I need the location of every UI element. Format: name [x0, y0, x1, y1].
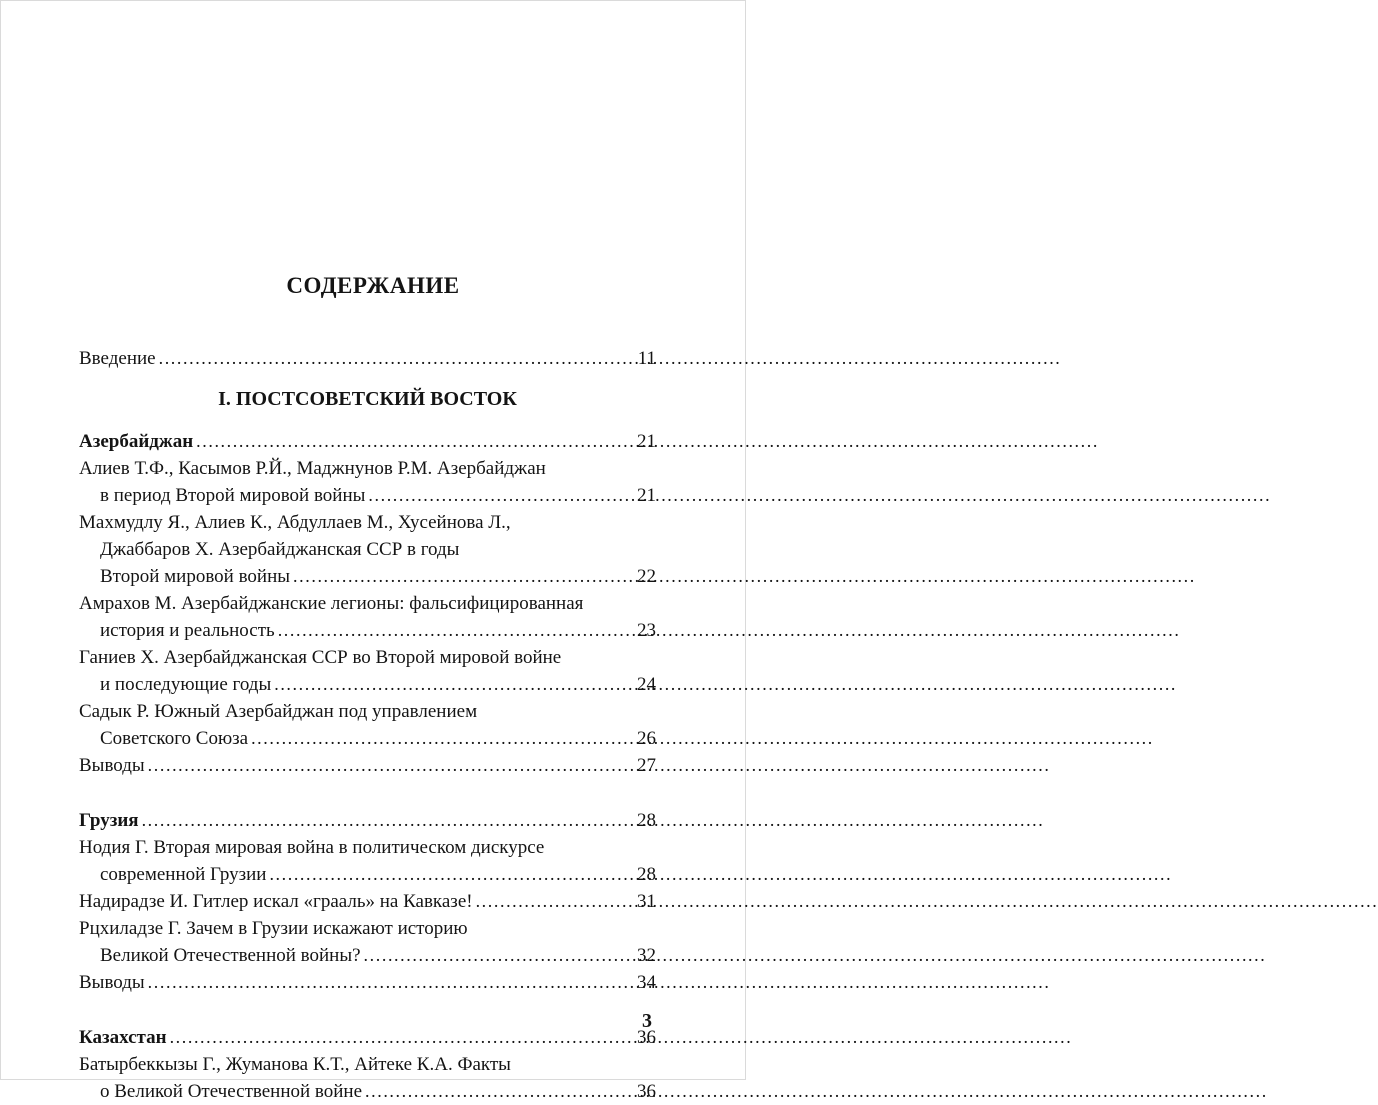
- toc-line: [79, 1078, 656, 1105]
- toc-line: [79, 671, 656, 698]
- toc-line: [79, 345, 656, 372]
- toc-line: [79, 536, 656, 563]
- dot-leader: [170, 1024, 635, 1051]
- toc-page-number: 11: [637, 348, 656, 369]
- toc-entry: [79, 1051, 656, 1105]
- toc-entry: [79, 807, 656, 834]
- toc-entry-text: о Великой Отечественной войне: [100, 1081, 363, 1102]
- toc-line: [79, 428, 656, 455]
- toc-entry-text: Введение: [79, 348, 156, 369]
- toc-entry-text: Выводы: [79, 972, 145, 993]
- toc-page-number: 24: [637, 674, 656, 695]
- toc-line: [79, 509, 656, 536]
- toc-entry-text: Садык Р. Южный Азербайджан под управлением: [79, 701, 478, 722]
- toc-line: [79, 861, 656, 888]
- toc-page-number: 26: [637, 728, 656, 749]
- toc-entry-text: Джаббаров Х. Азербайджанская ССР в годы: [100, 539, 460, 560]
- dot-leader: [251, 725, 635, 752]
- dot-leader: [196, 428, 635, 455]
- dot-leader: [274, 671, 635, 698]
- dot-leader: [142, 807, 635, 834]
- toc-entry-text: Грузия: [79, 810, 139, 831]
- toc-line: [79, 942, 656, 969]
- toc-entry: [79, 698, 656, 752]
- toc-entry: [79, 590, 656, 644]
- toc-line: [79, 482, 656, 509]
- toc-line: [79, 698, 656, 725]
- toc-entry-text: Алиев Т.Ф., Касымов Р.Й., Маджнунов Р.М. Азербайджан: [79, 458, 546, 479]
- section-heading: I. ПОСТСОВЕТСКИЙ ВОСТОК: [218, 388, 517, 410]
- toc-page-number: 23: [637, 620, 656, 641]
- toc-line: [79, 969, 656, 996]
- toc-line: [79, 888, 656, 915]
- toc-entry-text: Надирадзе И. Гитлер искал «грааль» на Кавказе!: [79, 891, 473, 912]
- toc-entry-text: современной Грузии: [100, 864, 267, 885]
- toc-entry: [79, 1024, 656, 1051]
- toc-page-number: 28: [637, 810, 656, 831]
- toc-page-number: 21: [637, 431, 656, 452]
- toc-entry-text: Казахстан: [79, 1027, 167, 1048]
- toc-entry: [79, 644, 656, 698]
- toc-page-number: 36: [637, 1081, 656, 1102]
- dot-leader: [365, 1078, 635, 1105]
- toc-entry: [79, 888, 656, 915]
- toc-entry-text: и последующие годы: [100, 674, 272, 695]
- toc-entry-text: Азербайджан: [79, 431, 194, 452]
- toc-entry-text: история и реальность: [100, 620, 275, 641]
- toc-entry: [79, 509, 656, 590]
- page-title: СОДЕРЖАНИЕ: [286, 273, 460, 298]
- toc-entry-text: Советского Союза: [100, 728, 249, 749]
- toc-line: [79, 834, 656, 861]
- dot-leader: [293, 563, 635, 590]
- toc-page-number: 32: [637, 945, 656, 966]
- toc-entry-text: Второй мировой войны: [100, 566, 291, 587]
- toc-page-number: 21: [637, 485, 656, 506]
- dot-leader: [368, 482, 635, 509]
- toc-line: [79, 752, 656, 779]
- toc-line: [79, 807, 656, 834]
- toc-line: [79, 915, 656, 942]
- dot-leader: [148, 969, 635, 996]
- dot-leader: [269, 861, 635, 888]
- toc-entry: [79, 428, 656, 455]
- dot-leader: [476, 888, 635, 915]
- page-number: 3: [642, 1010, 652, 1032]
- toc-line: [79, 725, 656, 752]
- toc-entry-text: Нодия Г. Вторая мировая война в политическом дискурсе: [79, 837, 545, 858]
- toc-entry-text: в период Второй мировой войны: [100, 485, 366, 506]
- toc-entry-text: Великой Отечественной войны?: [100, 945, 361, 966]
- toc-page-number: 27: [637, 755, 656, 776]
- toc-entry-text: Махмудлу Я., Алиев К., Абдуллаев М., Хусейнова Л.,: [79, 512, 511, 533]
- toc-entry: [79, 969, 656, 996]
- toc-line: [79, 563, 656, 590]
- toc-page-number: 22: [637, 566, 656, 587]
- toc-line: [79, 590, 656, 617]
- toc-entry: [79, 915, 656, 969]
- toc-page-number: 36: [637, 1027, 656, 1048]
- toc-line: [79, 1051, 656, 1078]
- toc-line: [79, 1024, 656, 1051]
- toc-line: [79, 644, 656, 671]
- dot-leader: [148, 752, 635, 779]
- toc-entry: [79, 752, 656, 779]
- table-of-contents: [79, 345, 656, 1105]
- toc-line: [79, 455, 656, 482]
- toc-page-number: 28: [637, 864, 656, 885]
- dot-leader: [364, 942, 635, 969]
- toc-entry-text: Ганиев Х. Азербайджанская ССР во Второй мировой войне: [79, 647, 562, 668]
- toc-entry: [79, 834, 656, 888]
- toc-entry: [79, 345, 656, 372]
- toc-entry-text: Выводы: [79, 755, 145, 776]
- toc-entry: [79, 455, 656, 509]
- toc-entry-text: Амрахов М. Азербайджанские легионы: фальсифицированная: [79, 593, 584, 614]
- toc-entry-text: Рцхиладзе Г. Зачем в Грузии искажают историю: [79, 918, 468, 939]
- dot-leader: [278, 617, 635, 644]
- toc-page-number: 34: [637, 972, 656, 993]
- dot-leader: [159, 345, 636, 372]
- toc-line: [79, 617, 656, 644]
- toc-entry-text: Батырбеккызы Г., Жуманова К.Т., Айтеке К.А. Факты: [79, 1054, 511, 1075]
- toc-page-number: 31: [637, 891, 656, 912]
